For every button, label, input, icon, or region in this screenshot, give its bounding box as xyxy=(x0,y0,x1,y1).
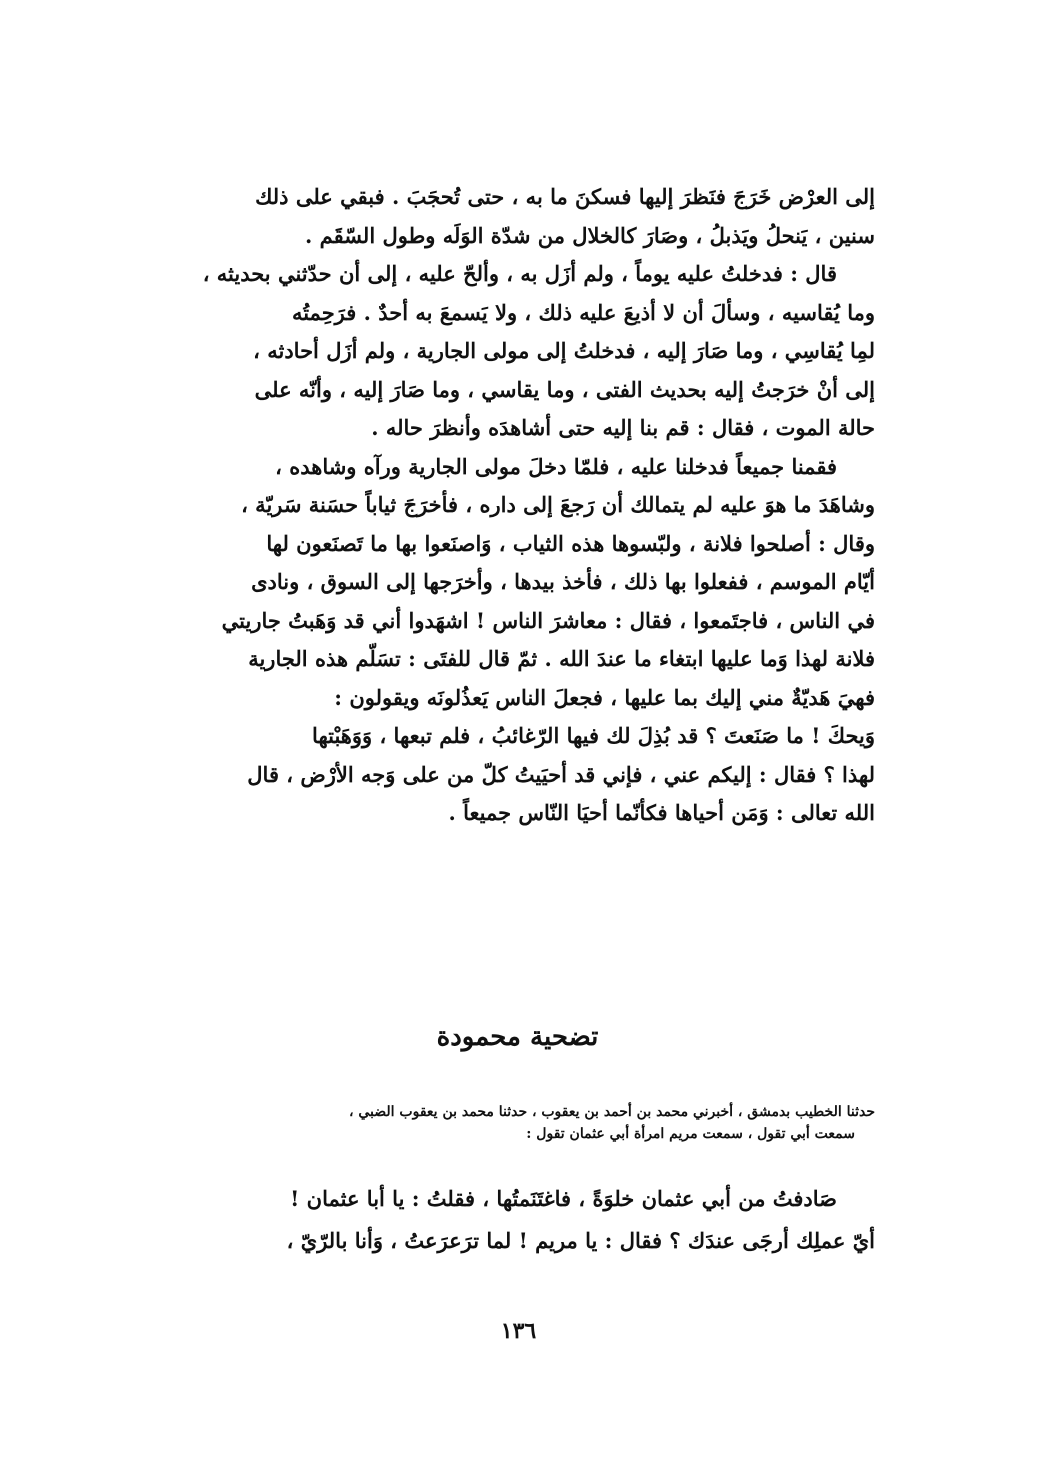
text-line: فقمنا جميعاً فدخلنا عليه ، فلمّا دخلَ مولى الجارية ورآه وشاهده ، xyxy=(275,453,837,479)
text-line: وشاهَدَ ما هوَ عليه لم يتمالك أن رَجعَ إلى داره ، فأخرَجَ ثياباً حسَنة سَريّة ، xyxy=(241,492,875,517)
story-line: صَادفتُ من أبي عثمان خلوَةً ، فاغتَنَمتُها ، فقلتُ : يا أبا عثمان ! xyxy=(290,1186,837,1211)
text-line: سنين ، يَنحلُ ويَذبلُ ، وصَارَ كالخلال من شدّة الوَلَه وطول السّقَم . xyxy=(304,222,875,248)
section-title: تضحية محمودة xyxy=(436,1022,599,1052)
text-line: وَيحكَ ! ما صَنَعتَ ؟ قد بُذِلَ لك فيها الرّغائبُ ، فلم تبعها ، وَوَهَبْتها xyxy=(312,723,875,748)
text-line: أيّام الموسم ، ففعلوا بها ذلك ، فأخذ بيدها ، وأخرَجها إلى السوق ، ونادى xyxy=(251,569,875,594)
text-line: فهيَ هَديّةٌ مني إليك بما عليها ، فجعلَ الناس يَعذُلونَه ويقولون : xyxy=(334,684,875,710)
text-line: إلى العرْض خَرَجَ فنَظرَ إليها فسكنَ ما به ، حتى تُحجَبَ . فبقي على ذلك xyxy=(255,184,875,209)
chain-line: سمعت أبي تقول ، سمعت مريم امرأة أبي عثمان تقول : xyxy=(526,1126,855,1142)
text-line: قال : فدخلتُ عليه يوماً ، ولم أزَل به ، وألحّ عليه ، إلى أن حدّثني بحديثه ، xyxy=(202,261,837,286)
text-line: في الناس ، فاجتَمعوا ، فقال : معاشرَ الناس ! اشهَدوا أني قد وَهَبتُ جاريتي xyxy=(221,607,875,633)
story-text xyxy=(160,1178,875,1262)
text-line: لهذا ؟ فقال : إليكم عني ، فإني قد أحيَيتُ كلّ من على وَجه الأرْض ، قال xyxy=(247,761,875,787)
text-line: وما يُقاسيه ، وسألَ أن لا أذيعَ عليه ذلك ، ولا يَسمعَ به أحدٌ . فرَحِمتُه xyxy=(291,299,875,325)
text-line: فلانة لهذا وَما عليها ابتغاء ما عندَ الله . ثمّ قال للفتَى : تسَلّم هذه الجارية xyxy=(248,646,875,671)
text-line: حالة الموت ، فقال : قم بنا إليه حتى أشاهدَه وأنظرَ حاله . xyxy=(371,415,875,440)
text-line: الله تعالى : وَمَن أحياها فكأنّما أحيَا النّاس جميعاً . xyxy=(448,800,875,825)
body-text xyxy=(160,178,875,833)
text-line: إلى أنْ خرَجتُ إليه بحديث الفتى ، وما يقاسي ، وما صَارَ إليه ، وأنّه على xyxy=(254,376,875,402)
narration-chain xyxy=(160,1101,875,1145)
page-number: ١٣٦ xyxy=(500,1318,537,1344)
text-line: لمِا يُقاسِي ، وما صَارَ إليه ، فدخلتُ إلى مولى الجارية ، ولم أزَل أحادثه ، xyxy=(253,338,875,363)
text-line: وقال : أصلحوا فلانة ، ولبّسوها هذه الثياب ، وَاصنَعوا بها ما تَصنَعون لها xyxy=(266,530,875,556)
chain-line: حدثنا الخطيب بدمشق ، أخبرني محمد بن أحمد بن يعقوب ، حدثنا محمد بن يعقوب الضبي ، xyxy=(348,1104,875,1120)
story-line: أيّ عملِك أرجَى عندَك ؟ فقال : يا مريم ! لما ترَعرَعتُ ، وَأنا بالرّيّ ، xyxy=(286,1228,875,1253)
